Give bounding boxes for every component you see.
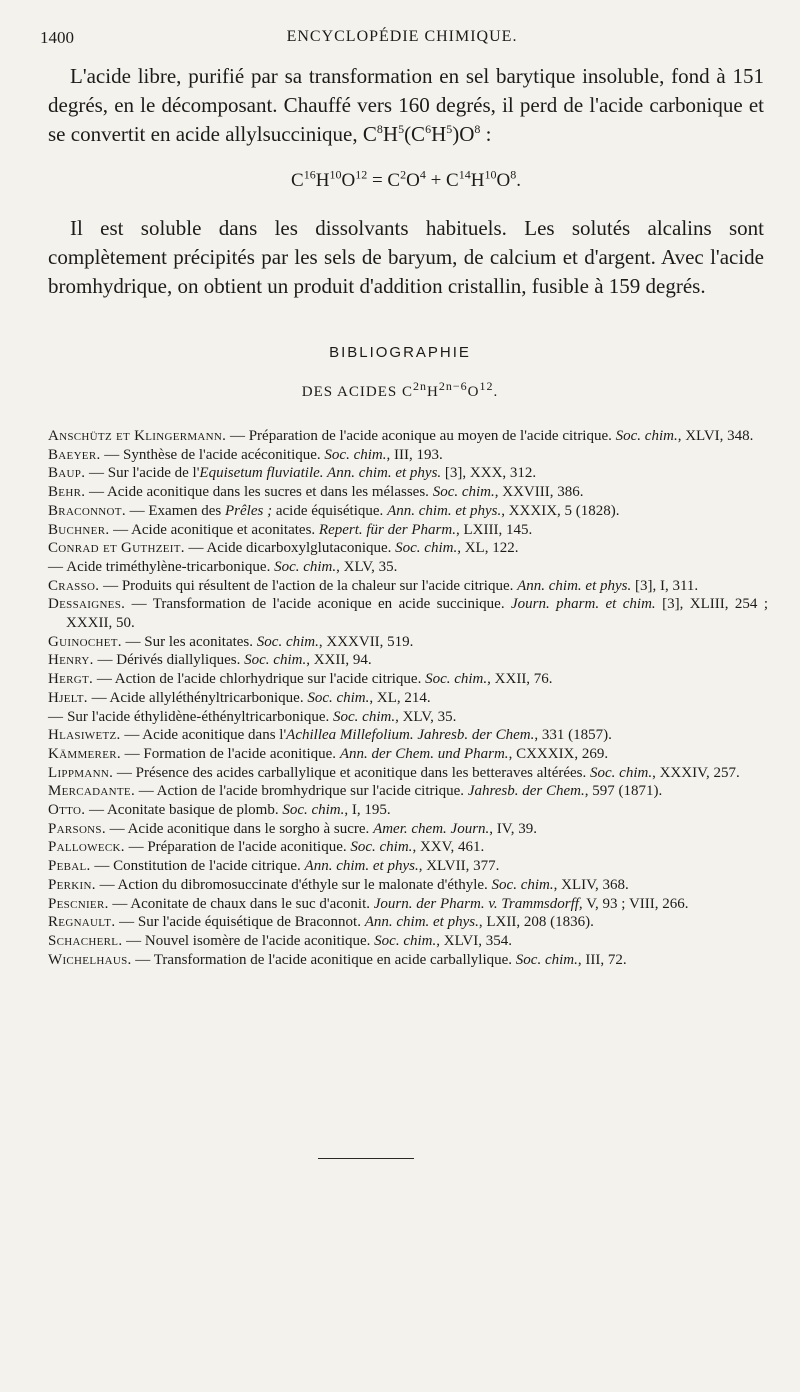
reference-citation: V, 93 ; VIII, 266. bbox=[582, 895, 689, 912]
reference-journal: Soc. chim. bbox=[432, 484, 495, 501]
reference-author: Mercadante. bbox=[48, 783, 135, 800]
reference-journal: Soc. chim. bbox=[590, 764, 653, 781]
reference-text: — Présence des acides carballylique et aconitique dans les betteraves altérées. bbox=[113, 764, 591, 781]
reference-entry bbox=[48, 483, 768, 502]
reference-citation: , XLVI, 348. bbox=[677, 428, 754, 444]
reference-citation: , XLV, 35. bbox=[395, 708, 457, 725]
reference-author: Otto. bbox=[48, 802, 86, 819]
reference-entry bbox=[48, 913, 768, 932]
reference-journal: Soc. chim. bbox=[395, 540, 458, 557]
reference-author: Behr. bbox=[48, 484, 86, 501]
reference-author: Hjelt. bbox=[48, 689, 88, 706]
reference-text: — Transformation de l'acide aconitique en acide carballylique. bbox=[131, 951, 516, 968]
reference-author: Wichelhaus. bbox=[48, 951, 132, 968]
reference-citation: , XLVI, 354. bbox=[436, 932, 512, 949]
reference-text: — Sur l'acide équisétique de Braconnot. bbox=[115, 914, 365, 931]
reference-entry bbox=[48, 689, 768, 708]
reference-text: — Produits qui résultent de l'action de la chaleur sur l'acide citrique. bbox=[99, 577, 518, 594]
reference-citation: , XXV, 461. bbox=[412, 839, 485, 856]
reference-text: Sur l'acide éthylidène-éthényltricarbonique. bbox=[63, 708, 333, 725]
bibliography-subtitle: DES ACIDES $C^{2n}H^{2n-6}O^{12}$. bbox=[301, 379, 499, 400]
reference-entry bbox=[48, 801, 768, 820]
reference-entry bbox=[48, 670, 768, 689]
reference-text: — Examen des bbox=[125, 502, 226, 519]
reference-text: — Action de l'acide bromhydrique sur l'acide citrique. bbox=[135, 783, 468, 800]
reference-journal: Repert. für der Pharm. bbox=[318, 521, 456, 538]
reference-journal: Equisetum fluviatile. Ann. chim. et phys. bbox=[199, 465, 442, 482]
reference-citation: , CXXXIX, 269. bbox=[508, 745, 609, 762]
reference-entry bbox=[48, 951, 768, 970]
reference-entry bbox=[48, 521, 768, 540]
reference-author: Baeyer. bbox=[48, 446, 101, 463]
reference-journal: Ann. der Chem. und Pharm. bbox=[339, 745, 509, 762]
reference-author: Anschütz et Klingermann. bbox=[48, 428, 227, 444]
reference-text: — Nouvel isomère de l'acide aconitique. bbox=[122, 932, 375, 949]
reference-text: — Formation de l'acide aconitique. bbox=[120, 745, 340, 762]
reference-entry bbox=[48, 876, 768, 895]
reference-journal: Soc. chim. bbox=[615, 428, 678, 444]
reference-citation: [3], XXX, 312. bbox=[441, 465, 537, 482]
reference-author: — bbox=[48, 558, 64, 575]
reference-entry bbox=[48, 446, 768, 465]
reference-author: — bbox=[48, 708, 64, 725]
reference-citation: , XL, 214. bbox=[369, 689, 431, 706]
reference-journal: Ann. chim. et phys. bbox=[517, 577, 632, 594]
reference-journal: Soc. chim. bbox=[333, 708, 396, 725]
reference-entry bbox=[48, 464, 768, 483]
page-number: 1400 bbox=[40, 28, 74, 47]
reference-citation: , XLIV, 368. bbox=[553, 876, 629, 893]
reference-journal: Amer. chem. Journ. bbox=[373, 820, 490, 837]
reference-author: Lippmann. bbox=[48, 764, 114, 781]
reference-journal: Ann. chim. et phys. bbox=[387, 502, 502, 519]
reference-text: — Acide aconitique dans les sucres et dans les mélasses. bbox=[85, 484, 433, 501]
reference-citation: , III, 72. bbox=[577, 951, 627, 968]
reference-entry bbox=[48, 782, 768, 801]
reference-entry bbox=[48, 932, 768, 951]
reference-text: — Acide allyléthényltricarbonique. bbox=[87, 689, 308, 706]
reference-author: Braconnot. bbox=[48, 502, 126, 519]
reference-citation: , XXXIV, 257. bbox=[652, 764, 740, 781]
reference-citation: , III, 193. bbox=[386, 446, 443, 463]
reference-citation: , LXIII, 145. bbox=[455, 521, 533, 538]
reference-author: Dessaignes. bbox=[48, 596, 126, 613]
reference-entry bbox=[48, 595, 768, 632]
reference-text: — Acide dicarboxylglutaconique. bbox=[184, 540, 396, 557]
reference-entry bbox=[48, 726, 768, 745]
running-title: ENCYCLOPÉDIE CHIMIQUE. bbox=[286, 28, 518, 45]
reference-author: Palloweck. bbox=[48, 839, 125, 856]
reference-citation: , LXII, 208 (1836). bbox=[478, 914, 594, 931]
reference-citation: , XLVII, 377. bbox=[418, 858, 500, 875]
reference-author: Schacherl. bbox=[48, 932, 123, 949]
reference-journal: Prêles ; bbox=[225, 502, 273, 519]
reference-author: Pebal. bbox=[48, 858, 91, 875]
reference-journal: Soc. chim. bbox=[307, 689, 370, 706]
reference-text: — Synthèse de l'acide acéconitique. bbox=[100, 446, 325, 463]
reference-author: Conrad et Guthzeit. bbox=[48, 540, 185, 557]
reference-journal: Jahresb. der Chem. bbox=[467, 783, 585, 800]
reference-author: Henry. bbox=[48, 652, 94, 669]
reference-citation: , XXVIII, 386. bbox=[494, 484, 584, 501]
reference-journal: Ann. chim. et phys. bbox=[304, 858, 419, 875]
end-rule bbox=[318, 1158, 414, 1159]
reference-citation: [3], I, 311. bbox=[631, 577, 699, 594]
reference-author: Hergt. bbox=[48, 671, 94, 688]
intro-paragraph-2: Il est soluble dans les dissolvants habituels. Les solutés alcalins sont complètement précipités par les sels de baryum, de calcium et d'argent. Avec l'acide bromhydrique, on obtient un produit d'addition cristallin, fusible à 159 degrés. bbox=[48, 216, 764, 298]
equation: $C^{16}H^{10}O^{12} = C^2O^4 + C^{14}H^{10}O^8$. bbox=[291, 167, 521, 191]
reference-text: — Dérivés diallyliques. bbox=[93, 652, 245, 669]
reference-author: Regnault. bbox=[48, 914, 116, 931]
reference-text: — Aconitate basique de plomb. bbox=[85, 802, 283, 819]
reference-citation: , XLV, 35. bbox=[336, 558, 398, 575]
reference-text: — Action du dibromosuccinate d'éthyle sur le malonate d'éthyle. bbox=[95, 876, 492, 893]
reference-citation: , 597 (1871). bbox=[584, 783, 663, 800]
reference-text: — Aconitate de chaux dans le suc d'aconit. bbox=[108, 895, 374, 912]
reference-author: Buchner. bbox=[48, 521, 110, 538]
reference-entry bbox=[48, 764, 768, 783]
reference-author: Baup. bbox=[48, 465, 86, 482]
reference-author: Hlasiwetz. bbox=[48, 727, 121, 744]
reference-journal: Ann. chim. et phys. bbox=[364, 914, 479, 931]
reference-text: — Sur l'acide de l' bbox=[85, 465, 200, 482]
reference-entry bbox=[48, 838, 768, 857]
reference-journal: Soc. chim. bbox=[374, 932, 437, 949]
reference-journal: Soc. chim. bbox=[256, 633, 319, 650]
reference-entry bbox=[48, 895, 768, 914]
reference-entry bbox=[48, 708, 768, 727]
reference-entry bbox=[48, 745, 768, 764]
reference-author: Parsons. bbox=[48, 820, 106, 837]
reference-text: — Acide aconitique dans le sorgho à sucre. bbox=[105, 820, 374, 837]
reference-citation: , XXXVII, 519. bbox=[318, 633, 414, 650]
reference-journal: Soc. chim. bbox=[515, 951, 578, 968]
reference-citation: acide équisétique. bbox=[272, 502, 388, 519]
reference-journal: Journ. der Pharm. v. Trammsdorff, bbox=[373, 895, 583, 912]
reference-text: — Constitution de l'acide citrique. bbox=[90, 858, 305, 875]
reference-text: — Action de l'acide chlorhydrique sur l'acide citrique. bbox=[93, 671, 426, 688]
reference-journal: Soc. chim. bbox=[324, 446, 387, 463]
reference-citation: , XXII, 76. bbox=[487, 671, 553, 688]
reference-entry bbox=[48, 558, 768, 577]
reference-list bbox=[48, 427, 768, 969]
reference-entry bbox=[48, 577, 768, 596]
reference-author: Pescnier. bbox=[48, 895, 109, 912]
reference-journal: Soc. chim. bbox=[350, 839, 413, 856]
reference-entry bbox=[48, 651, 768, 670]
reference-journal: Soc. chim. bbox=[244, 652, 307, 669]
reference-text: Acide triméthylène-tricarbonique. bbox=[63, 558, 275, 575]
reference-journal: Soc. chim. bbox=[274, 558, 337, 575]
reference-text: — Préparation de l'acide aconique au moyen de l'acide citrique. bbox=[226, 428, 616, 444]
reference-citation: , 331 (1857). bbox=[534, 727, 612, 744]
reference-citation: , I, 195. bbox=[344, 802, 391, 819]
reference-text: — Sur les aconitates. bbox=[121, 633, 257, 650]
reference-text: — Préparation de l'acide aconitique. bbox=[124, 839, 351, 856]
reference-citation: [3], XLIII, 254 ; XXXII, 50. bbox=[66, 596, 769, 632]
page-header bbox=[40, 28, 764, 52]
reference-journal: Achillea Millefolium. Jahresb. der Chem. bbox=[286, 727, 535, 744]
reference-citation: , XXII, 94. bbox=[306, 652, 372, 669]
reference-text: — Acide aconitique dans l' bbox=[120, 727, 287, 744]
reference-journal: Soc. chim. bbox=[425, 671, 488, 688]
reference-author: Crasso. bbox=[48, 577, 100, 594]
reference-journal: Journ. pharm. et chim. bbox=[511, 596, 656, 613]
reference-author: Perkin. bbox=[48, 876, 96, 893]
reference-entry bbox=[48, 633, 768, 652]
reference-citation: , XXXIX, 5 (1828). bbox=[501, 502, 620, 519]
reference-author: Guinochet. bbox=[48, 633, 122, 650]
reference-author: Kämmerer. bbox=[48, 745, 121, 762]
reference-text: — Transformation de l'acide aconique en acide succinique. bbox=[125, 596, 511, 613]
intro-paragraph-1: L'acide libre, purifié par sa transformation en sel barytique insoluble, fond à 151 degrés, en le décomposant. Chauffé vers 160 degrés, il perd de l'acide carbonique et se convertit en acide allylsuccinique, $C^8H^5(C^6H^5)O^8$ : bbox=[48, 64, 764, 146]
reference-citation: , XL, 122. bbox=[457, 540, 519, 557]
reference-entry bbox=[48, 857, 768, 876]
reference-citation: , IV, 39. bbox=[489, 820, 537, 837]
bibliography-title: BIBLIOGRAPHIE bbox=[329, 344, 471, 361]
reference-entry bbox=[48, 820, 768, 839]
reference-text: — Acide aconitique et aconitates. bbox=[109, 521, 319, 538]
reference-entry bbox=[48, 539, 768, 558]
reference-journal: Soc. chim. bbox=[282, 802, 345, 819]
reference-journal: Soc. chim. bbox=[491, 876, 554, 893]
reference-entry bbox=[48, 502, 768, 521]
reference-entry bbox=[48, 427, 768, 446]
